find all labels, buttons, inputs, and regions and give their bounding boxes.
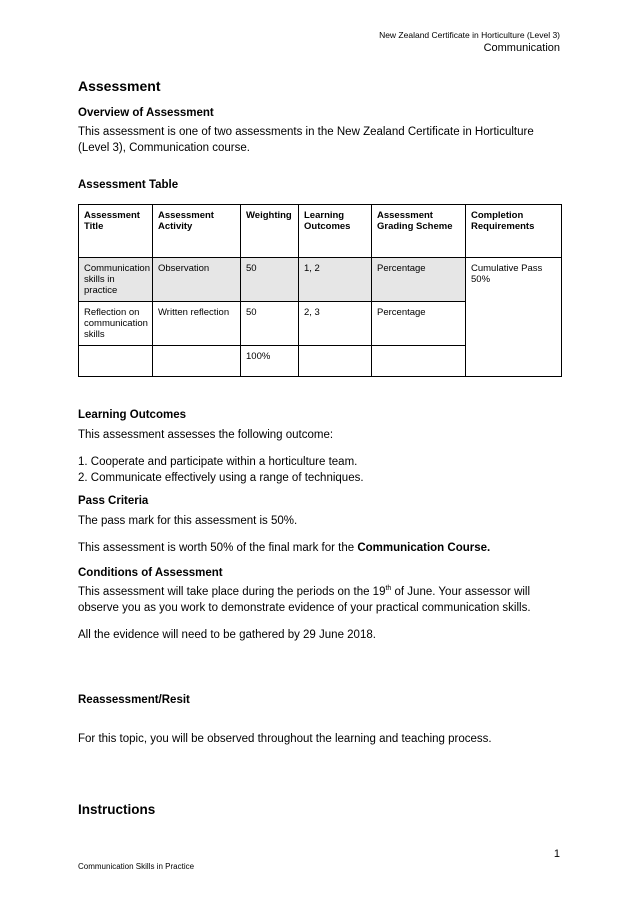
cell-grading: Percentage: [372, 258, 466, 302]
cell-grading: Percentage: [372, 302, 466, 346]
overview-paragraph: [78, 124, 534, 156]
cell-title: Communication skills in practice: [79, 258, 153, 302]
col-header-grading-scheme: Assessment Grading Scheme: [372, 205, 466, 258]
learning-outcomes-intro: This assessment assesses the following outcome:: [78, 429, 334, 441]
col-header-weighting: Weighting: [241, 205, 299, 258]
col-header-completion-requirements: Completion Requirements: [466, 205, 562, 258]
table-row: [79, 258, 562, 302]
page-number: 1: [553, 848, 560, 860]
cell-title-empty: [79, 346, 153, 377]
page-title: Assessment: [78, 78, 161, 94]
overview-heading: Overview of Assessment: [78, 107, 214, 119]
cell-grading-empty: [372, 346, 466, 377]
list-item: 2. Communicate effectively using a range of techniques.: [78, 472, 364, 484]
assessment-table-heading: Assessment Table: [78, 179, 179, 191]
conditions-deadline: All the evidence will need to be gathered by 29 June 2018.: [78, 629, 376, 641]
reassessment-heading: Reassessment/Resit: [78, 694, 190, 706]
assessment-table: [78, 204, 562, 377]
cell-weighting: 50: [241, 302, 299, 346]
cell-outcomes: 1, 2: [299, 258, 372, 302]
cell-weighting: 50: [241, 258, 299, 302]
col-header-learning-outcomes: Learning Outcomes: [299, 205, 372, 258]
pass-criteria-heading: Pass Criteria: [78, 495, 149, 507]
instructions-heading: Instructions: [78, 802, 156, 817]
cell-activity-empty: [153, 346, 241, 377]
list-item: 1. Cooperate and participate within a horticulture team.: [78, 456, 358, 468]
cell-outcomes-empty: [299, 346, 372, 377]
overview-line-2: (Level 3), Communication course.: [78, 142, 250, 154]
col-header-assessment-activity: Assessment Activity: [153, 205, 241, 258]
cell-weighting-total: 100%: [241, 346, 299, 377]
col-header-assessment-title: Assessment Title: [79, 205, 153, 258]
footer-text: Communication Skills in Practice: [78, 862, 195, 871]
conditions-paragraph: This assessment will take place during the periods on the 19th of June. Your assessor will observe you as you work to demonstrate evidence of your practical communication skills.: [78, 585, 531, 614]
pass-criteria-text: The pass mark for this assessment is 50%.: [78, 515, 298, 527]
overview-line-1: This assessment is one of two assessments in the New Zealand Certificate in Horticulture: [78, 126, 534, 138]
conditions-heading: Conditions of Assessment: [78, 567, 223, 579]
learning-outcomes-list: [78, 454, 364, 486]
learning-outcomes-heading: Learning Outcomes: [78, 409, 186, 421]
cell-activity: Written reflection: [153, 302, 241, 346]
cell-title: Reflection on communication skills: [79, 302, 153, 346]
reassessment-text: For this topic, you will be observed throughout the learning and teaching process.: [78, 733, 492, 745]
cell-activity: Observation: [153, 258, 241, 302]
header-certificate-title: New Zealand Certificate in Horticulture (Level 3): [379, 30, 560, 40]
cell-completion: Cumulative Pass 50%: [466, 258, 562, 377]
course-name-bold: Communication Course.: [357, 542, 491, 554]
header-course-name: Communication: [483, 42, 560, 54]
table-header-row: [79, 205, 562, 258]
pass-criteria-weight: This assessment is worth 50% of the final mark for the Communication Course.: [78, 542, 491, 554]
cell-outcomes: 2, 3: [299, 302, 372, 346]
